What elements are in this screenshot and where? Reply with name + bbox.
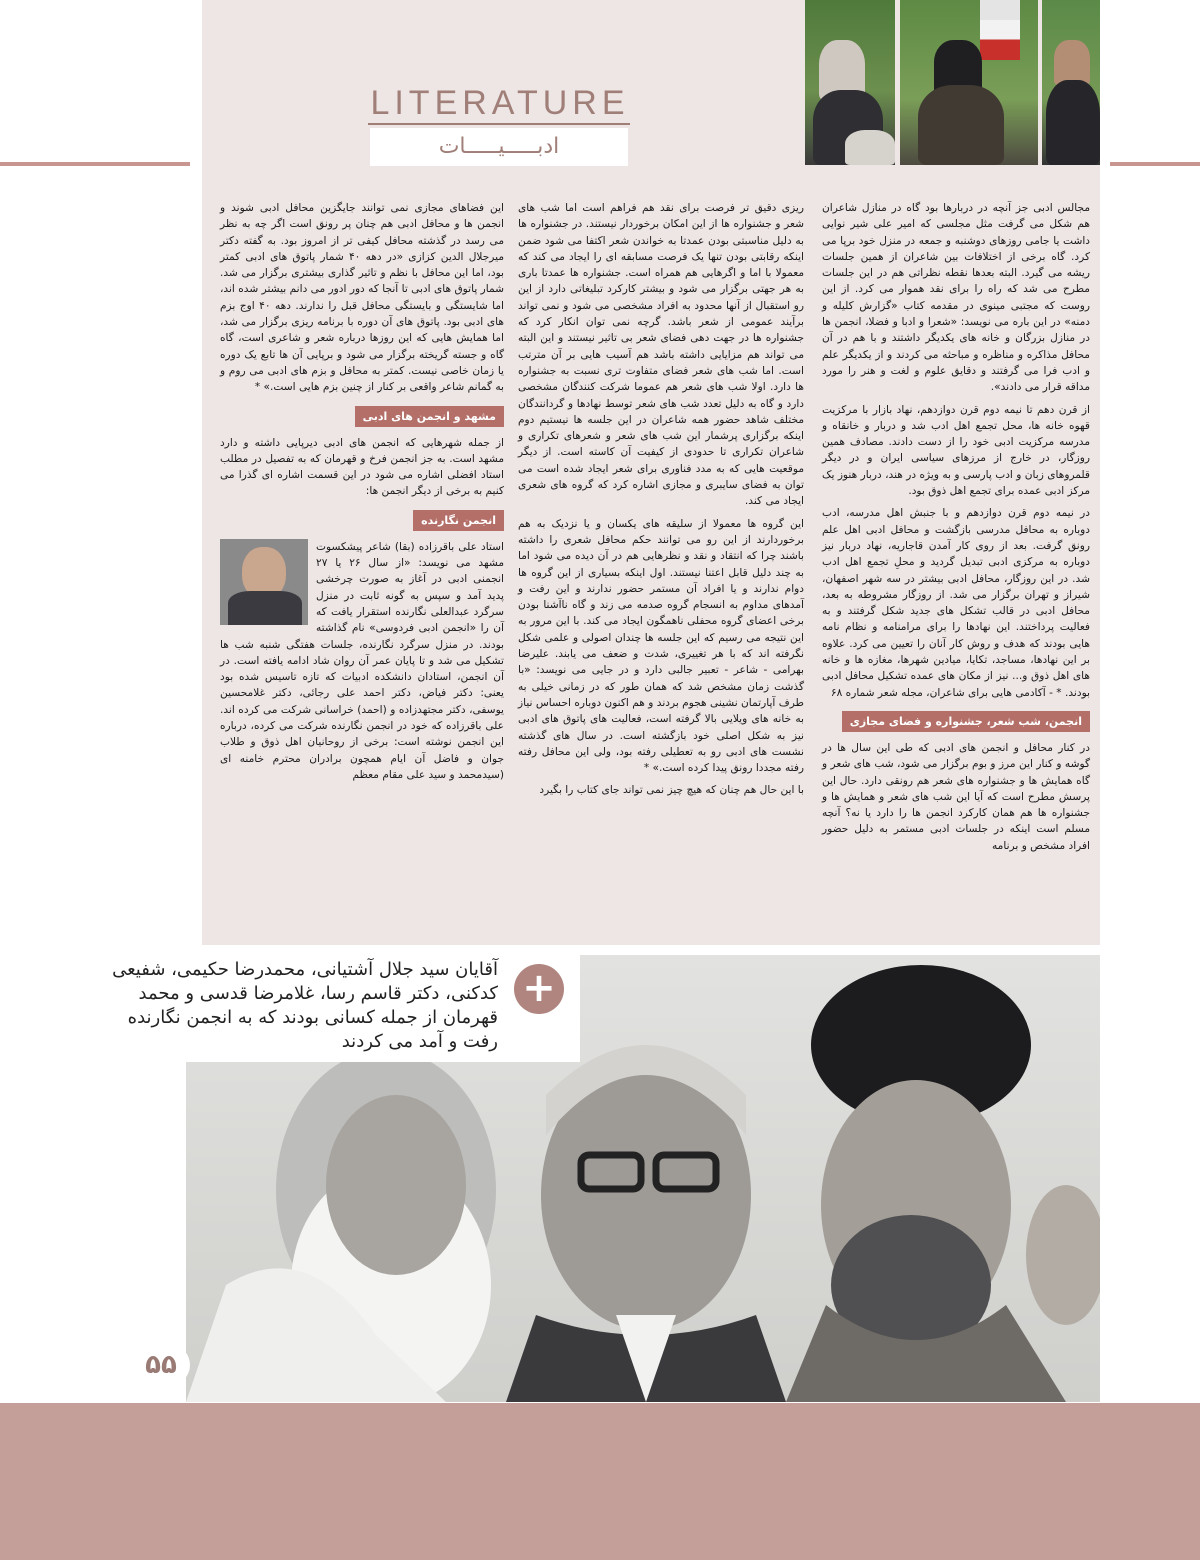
plus-icon: + xyxy=(514,964,564,1014)
paragraph: این فضاهای مجازی نمی توانند جایگزین محافل ادبی شوند و انجمن ها و محافل ادبی هم چنان پر رونق است اگر چه به نظر می رسد در گذشته محافل کیفی تر از امروز بود. به گفته دکتر میرجلال الدین کزازی «در دهه ۴۰ شمار پاتوق های ادبی کمتر بود، اما این محافل با نظم و تاثیر گذاری بیشتری برگزار می شد. شمار پاتوق های ادبی تا آنجا که دور ادور می دانم بیشتر شده اند، اما شایستگی و بایستگی محافل قبل را ندارند. دهه ۴۰ اوج بزم های ادبی بود. پاتوق های آن دوره با برنامه ریزی برگزار می شد، اما همایش هایی که این روزها درباره شعر و شاعری است، گاه گاه و جسته گریخته برگزار می شود و برپایی آن ها تابع یک دوره یا زمان خاصی نیست. کمتر به محافل و بزم های ادبی می روم و به گمانم شاعر واقعی بر کنار از چنین بزم هایی است.» * xyxy=(220,202,504,394)
paragraph: این گروه ها معمولا از سلیقه های یکسان و یا نزدیک به هم برخوردارند از این رو می توانند حکم محافل شعری را داشته باشند چرا که انتقاد و نقد و نظرهایی هم در آن دیده می شود اما به چند دلیل قابل اعتنا نیستند. اول اینکه بسیاری از این گروه ها دوام ندارند و یا افراد آن مستمر حضور ندارند و این رفت و آمدهای مداوم به انسجام گروه صدمه می زند و گاه ناآشنا بودن برخی اعضای گروه محفلی ناهمگون ایجاد می کند. با این مرور به این نتیجه می رسیم که این جلسه ها چندان اصولی و علمی شکل نگرفته اند که با هر تغییری، شدت و ضعف می یابند. علیرضا بهرامی - شاعر - تعبیر جالبی دارد و در جایی می نویسد: «با گذشت زمان مشخص شد که همان طور که در زمانی خیلی به طرف آپارتمان نشینی هجوم بردند و هم اکنون دوباره احساس نیاز به خانه های ویلایی بالا گرفته است، فعالیت های پاتوق های ادبی نیز به شکل اصلی خود بازگشته است. در سال های گذشته نشست های ادبی رو به تعطیلی رفته بود، ولی این محافل رفته رفته مجددا رونق پیدا کرده است.» * xyxy=(518,517,804,775)
subheading-negarandeh: انجمن نگارنده xyxy=(413,510,504,531)
header-photo-leader xyxy=(900,0,1038,165)
paragraph: در نیمه دوم قرن دوازدهم و با جنبش اهل مدرسه، ادب دوباره به محافل مدرسی بازگشت و محافل ادبی اهل علم رونق گرفت. بعد از روی کار آمدن قاجاریه، نهاد دربار نیز دوباره به مرکزی ادبی تبدیل گردید و محلِ تجمع اهل ادب شد. در این روزگار، محافل ادبی بیشتر در سه شهر اصفهان، شیراز و تهران برگزار می شد. از روزگار مشروطه به بعد، محافل ادبی در قالب تشکل های جدید شکل گرفتند و به فعالیت پرداختند. این نهادها را برای مرامنامه و نظام نامه هایی بودند که هدف و روش کار آنان را تعیین می کرد. علاوه بر این نهادها، مساجد، تکایا، میادین شهرها، مغازه ها و خانه های اهل ذوق و... نیز از مکان های عمده تشکیل محافل ادبی بودند. * - آکادمی هایی برای شاعران، مجله شعر شماره ۶۸ xyxy=(822,507,1090,699)
footer-band xyxy=(0,1403,1200,1560)
paragraph-text: استاد علی باقرزاده (بقا) شاعر پیشکسوت مشهد می نویسد: «از سال ۲۶ یا ۲۷ انجمنی ادبی در آغاز به صورت چرخشی پدید آمد و سپس به گونه ثابت در منزل سرگرد عبدالعلی نگارنده استقرار یافت که آن را «انجمن ادبی فردوسی» نام گذاشته بودند. در منزل سرگرد نگارنده، جلسات هفتگی شنبه شب ها تشکیل می شد و تا پایان عمر آن روان شاد ادامه یافته است. در آن انجمن، استادان دانشکده ادبیات که تازه تاسیس شده بود یعنی: دکتر فیاض، دکتر احمد علی رجائی، دکتر غلامحسین یوسفی، دکتر مجتهدزاده و (احمد) خراسانی شرکت می کرده اند. علی باقرزاده که خود در انجمن نگارنده شرکت می کرده، درباره این انجمن نوشته است: برخی از روحانیان اهل ذوق و طلاب جوان و فاضل آن ایام همچون برادران محترم خامنه ای (سیدمحمد و سید علی مقام معظم xyxy=(220,540,504,781)
article-column-2 xyxy=(518,200,804,805)
header-photo-man xyxy=(1042,0,1100,165)
section-title-fa: ادبـــــیـــــات xyxy=(370,128,628,166)
subheading-mashhad: مشهد و انجمن های ادبی xyxy=(355,406,504,427)
paragraph: مجالس ادبی جز آنچه در دربارها بود گاه در منازل شاعران هم شکل می گرفت مثل مجلسی که امیر علی شیر نوایی داشت یا جامی روزهای دوشنبه و جمعه در منزل خود برپا می کرد. گاه برخی از اختلافات بین شاعران از همین جلسات ریشه می گیرد. البته بعدها نقطه نظراتی هم در این جلسات مطرح می شد که راه را برای نقد هموار می کرد. از این روست که مجتبی مینوی در مقدمه کتاب «گزارش کلیله و دمنه» در این باره می نویسد: «شعرا و ادبا و فضلا، انجمن ها در منازل بزرگان و خانه های یکدیگر داشتند و با هم در آن محافل مذاکره و مناظره و مباحثه می کردند و از یکدیگر علم و ادب فرا می گرفتند و دقایق علوم و لغت و هنر را مورد مداقه قرار می دادند». xyxy=(822,202,1090,394)
paragraph: ریزی دقیق تر فرصت برای نقد هم فراهم است اما شب های شعر و جشنواره ها از این امکان برخوردار نیستند. در جشنواره ها به دلیل مناسبتی بودن عمدتا به خواندن شعر اکتفا می شود ضمن اینکه رقابتی بودن تنها یک فرصت مسابقه ای را ایجاد می کند که معمولا با اما و اگرهایی هم همراه است. جشنواره ها عمدتا باری به هر جهتی برگزار می شود و بیشتر کارکرد تبلیغاتی دارد از این رو استقبال از آنها محدود به افراد مشخصی می شود و نمی تواند برآیند عمومی از شعر باشد. گرچه نمی توان انکار کرد که جشنواره ها در جهت دهی فضای شعر بی تاثیر نیستند و این البته می تواند هم مزایایی داشته باشد هم آسیب هایی بر آن مترتب است. اما شب های شعر فضای متفاوت تری نسبت به جشنواره ها دارد. اولا شب های شعر هم عموما شرکت کنندگان مشخصی دارد و گاه به دلیل تعدد شب های شعر توسط نهادها و گردانندگان مختلف شاهد حضور همه شاعران در این جلسه ها نیستیم دوم اینکه برگزاری پرشمار این شب های شعر و شعرهای تکراری و شاعران تکراری تا حدودی از کیفیت آن کاسته است. از دیگر موقعیت هایی که به مدد فناوری برای شعر ایجاد شده است می توان به فضای سایبری و مجازی اشاره کرد که گروه های شعری ایجاد می کند. xyxy=(518,202,804,508)
section-title-en: LITERATURE xyxy=(370,84,630,122)
paragraph: با این حال هم چنان که هیچ چیز نمی تواند جای کتاب را بگیرد xyxy=(539,784,804,797)
paragraph xyxy=(220,539,504,783)
page-number: ۵۵ xyxy=(132,1344,190,1386)
image-caption: آقایان سید جلال آشتیانی، محمدرضا حکیمی، شفیعی کدکنی، دکتر قاسم رسا، غلامرضا قدسی و محمد قهرمان از جمله کسانی بودند که به انجمن نگارنده رفت و آمد می کردند xyxy=(112,959,498,1052)
subheading-anjoman-virtual: انجمن، شب شعر، جشنواره و فضای مجازی xyxy=(842,711,1090,732)
article-column-1 xyxy=(822,200,1090,860)
article-column-3 xyxy=(220,200,504,789)
header-photo-elder-poet xyxy=(805,0,895,165)
section-title-divider xyxy=(368,123,630,125)
portrait-photo-bagherzadeh xyxy=(220,539,308,625)
paragraph: در کنار محافل و انجمن های ادبی که طی این سال ها در گوشه و کنار این مرز و بوم برگزار می شود، شب های شعر و گاه همایش ها و جشنواره های شعر هم رونقی دارد. حال این پرسش مطرح است که آیا این شب های شعر و همایش ها و جشنواره ها هم همان کارکرد انجمن ها را دارد یا نه؟ آنچه مسلم است اینکه در جلسات ادبی مستمر به دلیل حضور افراد مشخص و برنامه xyxy=(822,741,1090,852)
header-rule-right xyxy=(1110,162,1200,166)
paragraph: از جمله شهرهایی که انجمن های ادبی دیرپایی داشته و دارد مشهد است. به جز انجمن فرخ و قهرمان که به تفصیل در مطلب استاد افضلی اشاره می شود در این قسمت اشاره ای گذرا می کنیم به برخی از دیگر انجمن ها: xyxy=(220,436,504,498)
header-rule-left xyxy=(0,162,190,166)
paragraph: از قرن دهم تا نیمه دوم قرن دوازدهم، نهاد بازار با مرکزیت قهوه خانه ها، محل تجمع اهل ادب شد و دربار و خانقاه و مدرسه مرکزیت ادبی خود را از دست دادند. مصادف همین روزگار، در خارج از مرزهای سیاسی ایران و در دیگر قلمروهای زبان و ادب پارسی و به ویژه در هند، دربار هنوز یک مرکز ادبی عمده برای تجمع اهل ذوق بود. xyxy=(822,403,1090,498)
